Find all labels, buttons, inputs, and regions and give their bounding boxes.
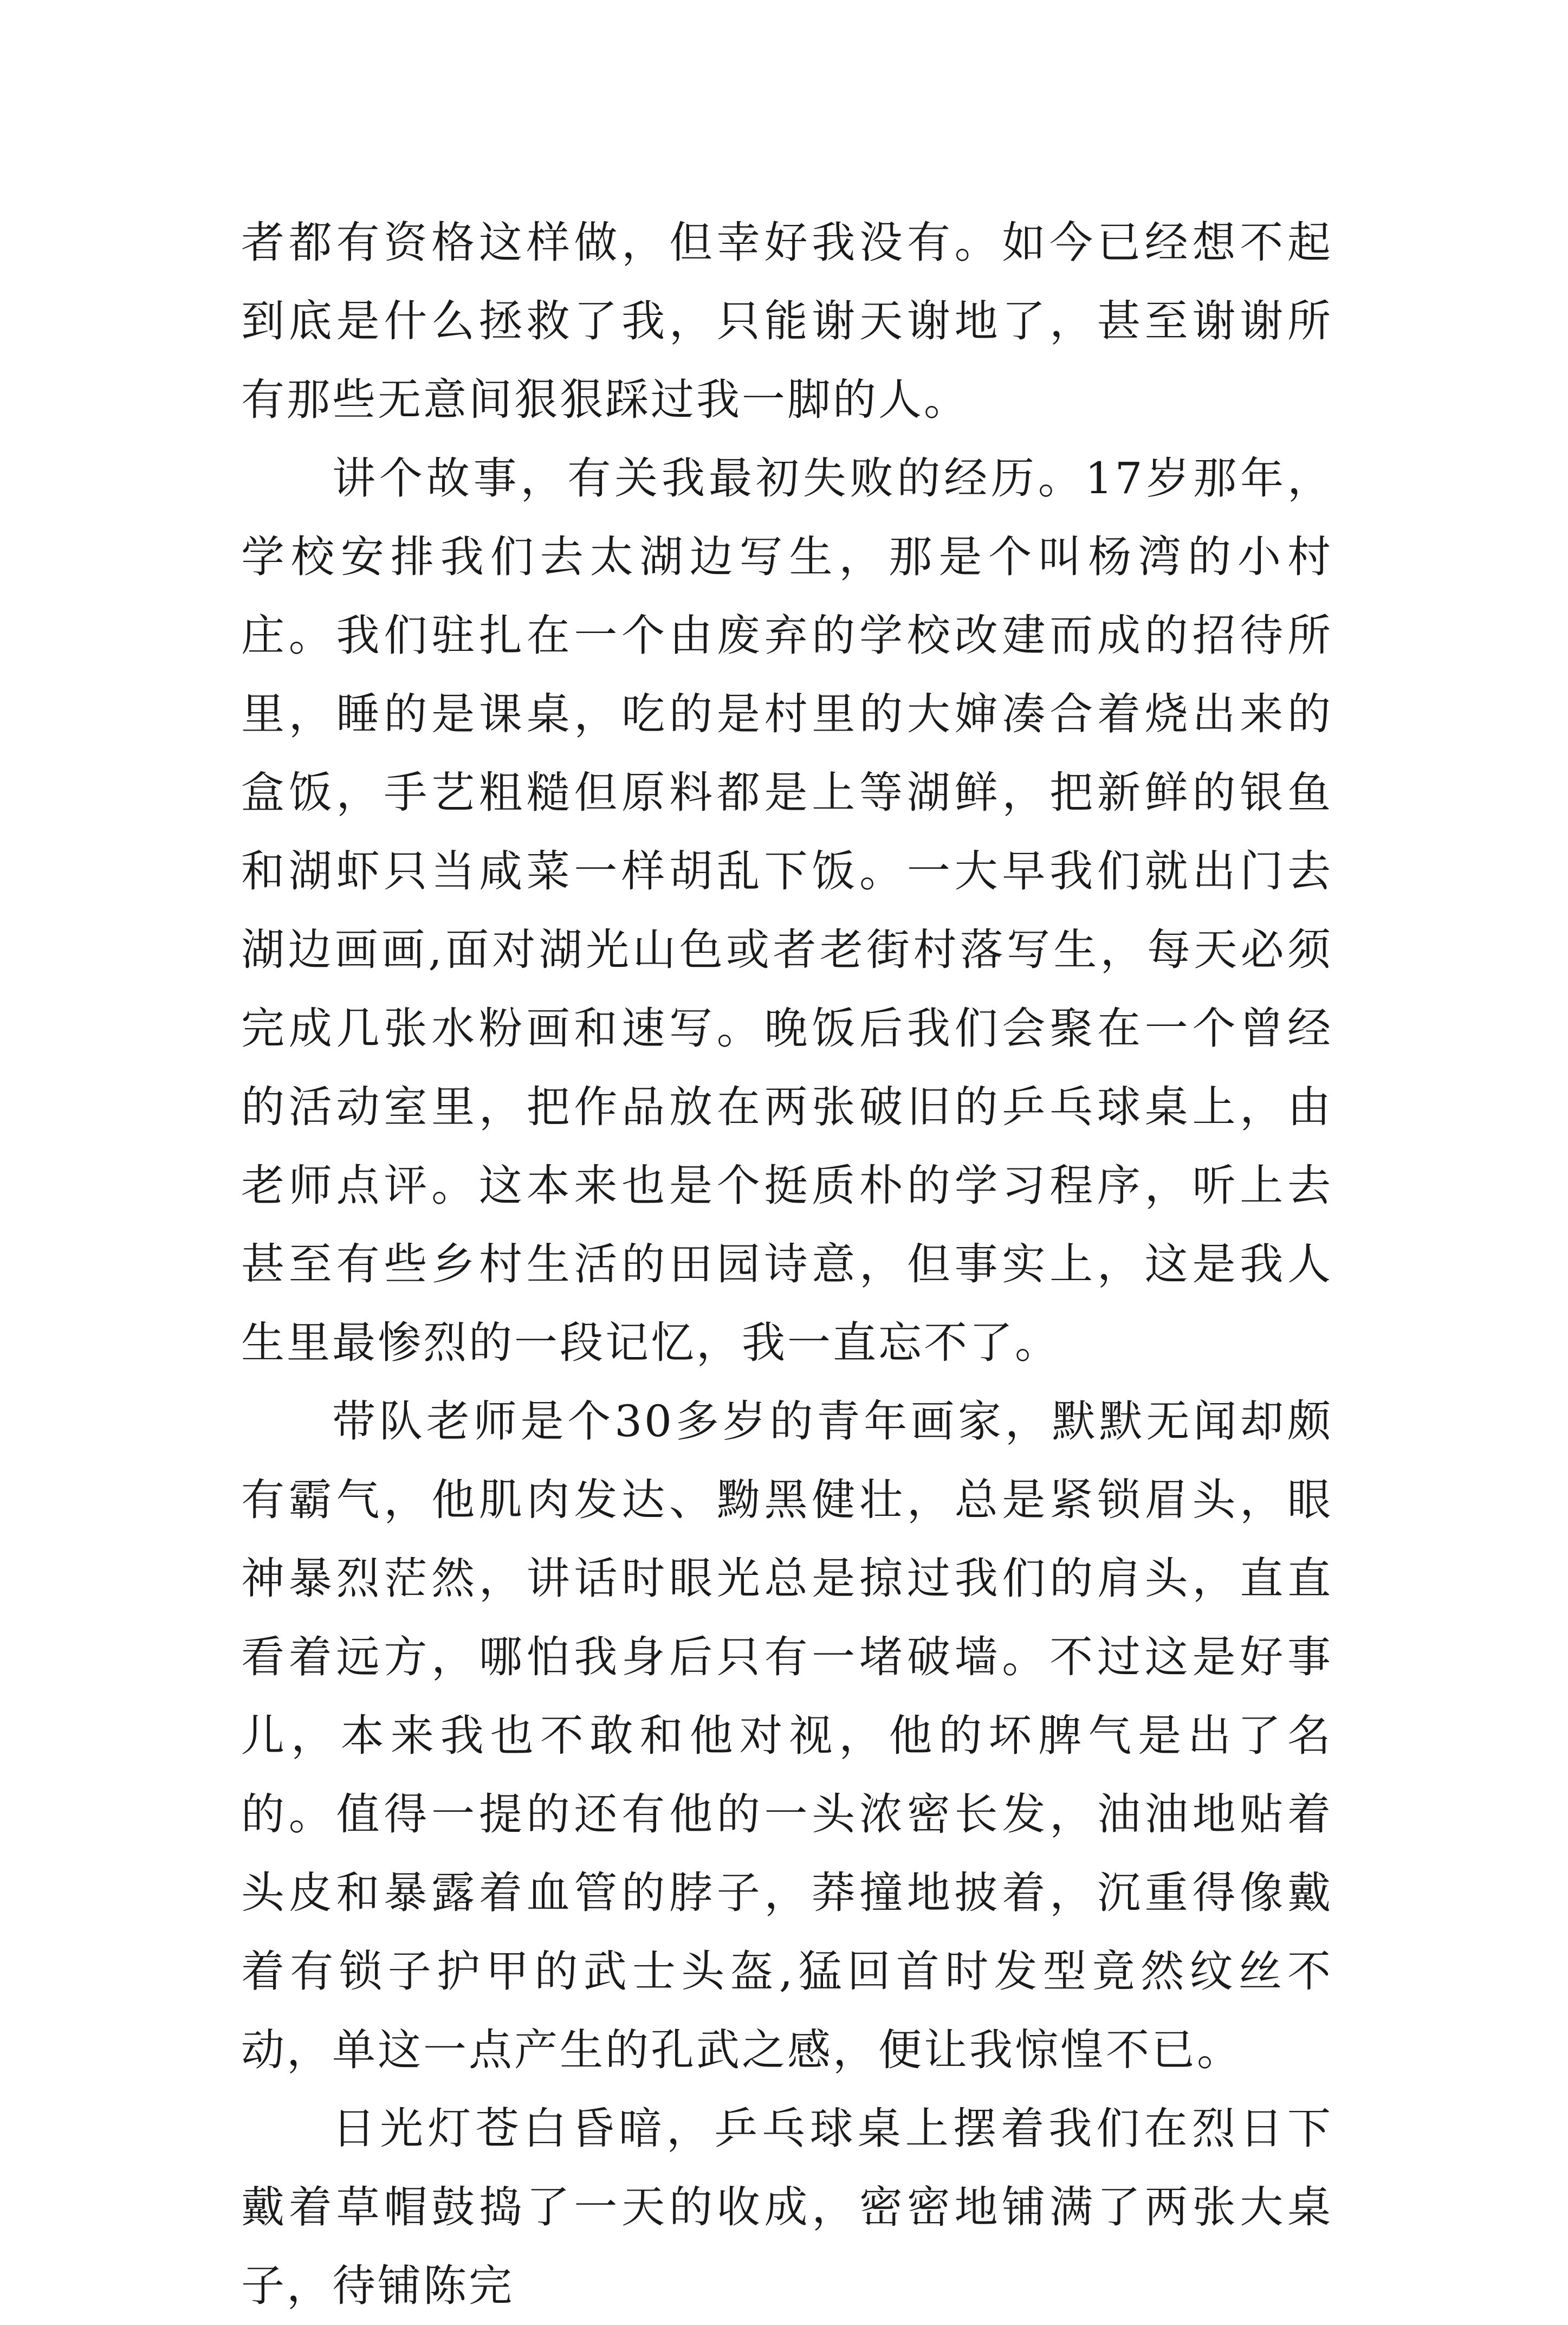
paragraph-continuation: 者都有资格这样做，但幸好我没有。如今已经想不起到底是什么拯救了我，只能谢天谢地了，甚至谢谢所有那些无意间狠狠踩过我一脚的人。 [241, 217, 1333, 425]
paragraph-teacher-description: 带队老师是个30多岁的青年画家，默默无闻却颇有霸气，他肌肉发达、黝黑健壮，总是紧锁眉头，眼神暴烈茫然，讲话时眼光总是掠过我们的肩头，直直看着远方，哪怕我身后只有一堵破墙。不过这是好事儿，本来我也不敢和他对视，他的坏脾气是出了名的。值得一提的还有他的一头浓密长发，油油地贴着头皮和暴露着血管的脖子，莽撞地披着，沉重得像戴着有锁子护甲的武士头盔,猛回首时发型竟然纹丝不动，单这一点产生的孔武之感，便让我惊惶不已。 [241, 1396, 1333, 2075]
body-text [241, 203, 1333, 2325]
paragraph-table-tennis-review: 日光灯苍白昏暗，乒乓球桌上摆着我们在烈日下戴着草帽鼓捣了一天的收成，密密地铺满了两张大桌子，待铺陈完 [241, 2103, 1333, 2311]
paragraph-yangwan-story: 讲个故事，有关我最初失败的经历。17岁那年，学校安排我们去太湖边写生，那是个叫杨湾的小村庄。我们驻扎在一个由废弃的学校改建而成的招待所里，睡的是课桌，吃的是村里的大婶凑合着烧出来的盒饭，手艺粗糙但原料都是上等湖鲜，把新鲜的银鱼和湖虾只当咸菜一样胡乱下饭。一大早我们就出门去湖边画画,面对湖光山色或者老街村落写生，每天必须完成几张水粉画和速写。晚饭后我们会聚在一个曾经的活动室里，把作品放在两张破旧的乒乓球桌上，由老师点评。这本来也是个挺质朴的学习程序，听上去甚至有些乡村生活的田园诗意，但事实上，这是我人生里最惨烈的一段记忆，我一直忘不了。 [241, 453, 1333, 1368]
